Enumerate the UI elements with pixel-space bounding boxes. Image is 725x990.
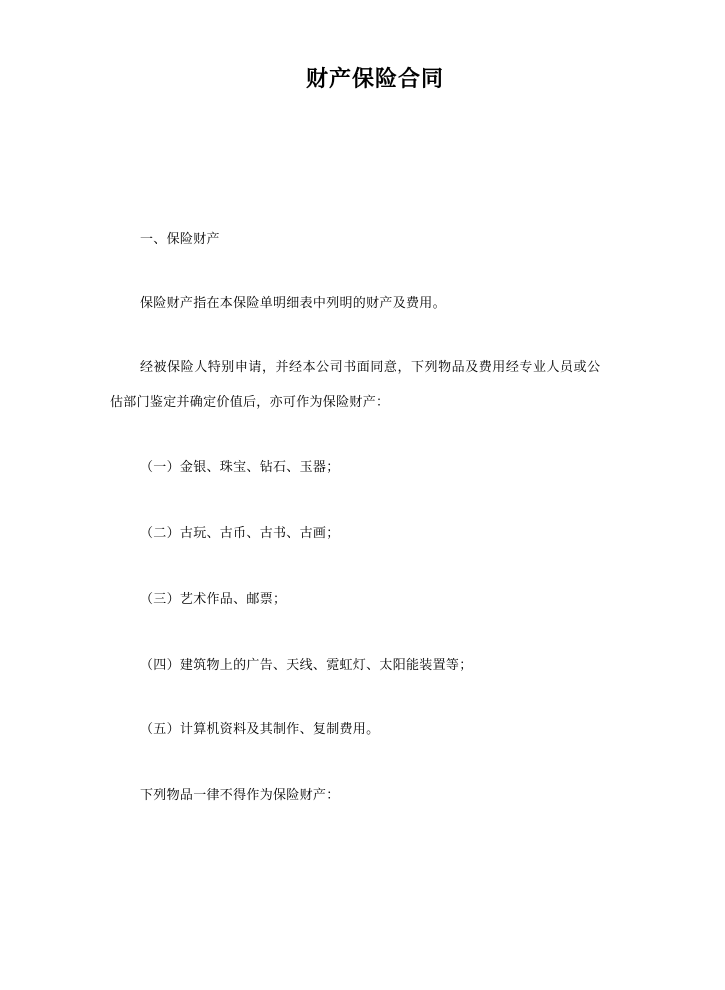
list-item: （一）金银、珠宝、钻石、玉器； [140,460,340,475]
list-item: （四）建筑物上的广告、天线、霓虹灯、太阳能装置等； [140,658,473,673]
intro-paragraph: 保险财产指在本保险单明细表中列明的财产及费用。 [140,296,446,311]
section-heading: 一、保险财产 [140,232,220,247]
list-item: （三）艺术作品、邮票； [140,592,287,607]
list-item: （二）古玩、古币、古书、古画； [140,526,340,541]
document-title: 财产保险合同 [305,67,444,92]
list-item: （五）计算机资料及其制作、复制费用。 [140,722,380,737]
special-clause-paragraph [110,358,635,413]
exclusion-heading: 下列物品一律不得作为保险财产： [140,788,340,803]
special-clause-line-2: 估部门鉴定并确定价值后，亦可作为保险财产： [110,395,390,410]
special-clause-line-1: 经被保险人特别申请，并经本公司书面同意，下列物品及费用经专业人员或公 [140,360,601,375]
